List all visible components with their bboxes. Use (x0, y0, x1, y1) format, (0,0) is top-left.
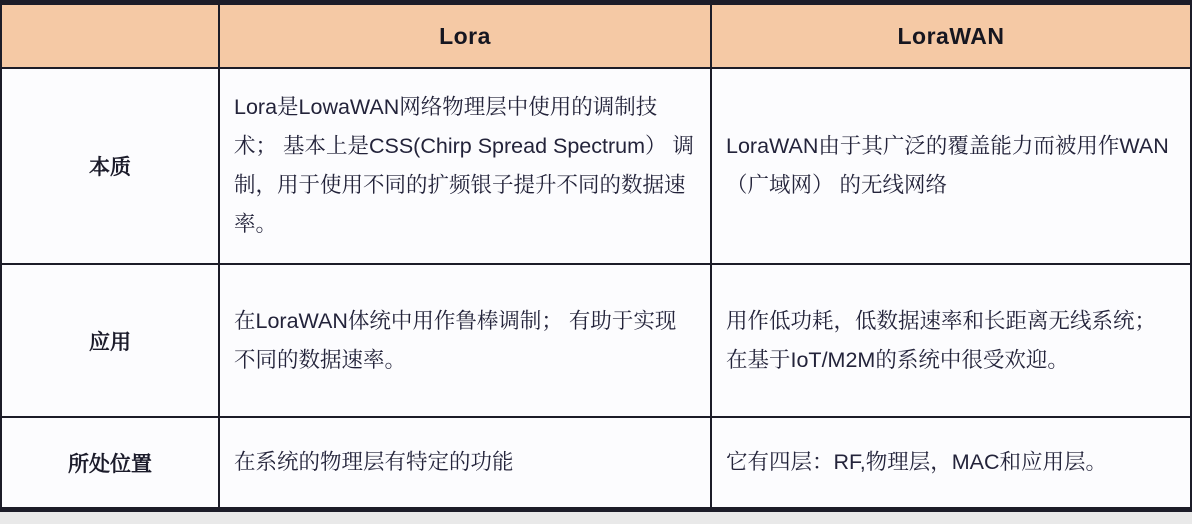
row-label-position: 所处位置 (68, 452, 152, 476)
table-row-usage (2, 263, 1190, 416)
row-label-essence: 本质 (89, 156, 131, 179)
position-lorawan-text: 它有四层：RF,物理层，MAC和应用层。 (726, 450, 1108, 474)
table-row-position (2, 416, 1190, 507)
table-header-row (2, 5, 1190, 67)
header-cell-lorawan: LoraWAN (710, 5, 1190, 67)
header-cell-lora: Lora (218, 5, 710, 67)
table-row-essence (2, 67, 1190, 263)
usage-lora-cell (218, 265, 710, 416)
usage-lora-text: 在LoraWAN体统中用作鲁棒调制； 有助于实现不同的数据速率。 (234, 308, 677, 372)
essence-lora-text: Lora是LowaWAN网络物理层中使用的调制技术； 基本上是CSS(Chirp Spread Spectrum） 调制，用于使用不同的扩频银子提升不同的数据速率。 (234, 95, 694, 236)
position-lorawan-cell (710, 418, 1190, 507)
essence-lorawan-text: LoraWAN由于其广泛的覆盖能力而被用作WAN （广域网） 的无线网络 (726, 134, 1169, 197)
essence-lorawan-cell (710, 69, 1190, 263)
essence-lora-cell (218, 69, 710, 263)
position-lora-text: 在系统的物理层有特定的功能 (234, 450, 514, 474)
usage-lorawan-text: 用作低功耗，低数据速率和长距离无线系统； 在基于IoT/M2M的系统中很受欢迎。 (726, 308, 1157, 372)
usage-lorawan-cell (710, 265, 1190, 416)
header-corner-cell (2, 5, 218, 67)
position-lora-cell (218, 418, 710, 507)
row-label-usage: 应用 (89, 330, 131, 354)
